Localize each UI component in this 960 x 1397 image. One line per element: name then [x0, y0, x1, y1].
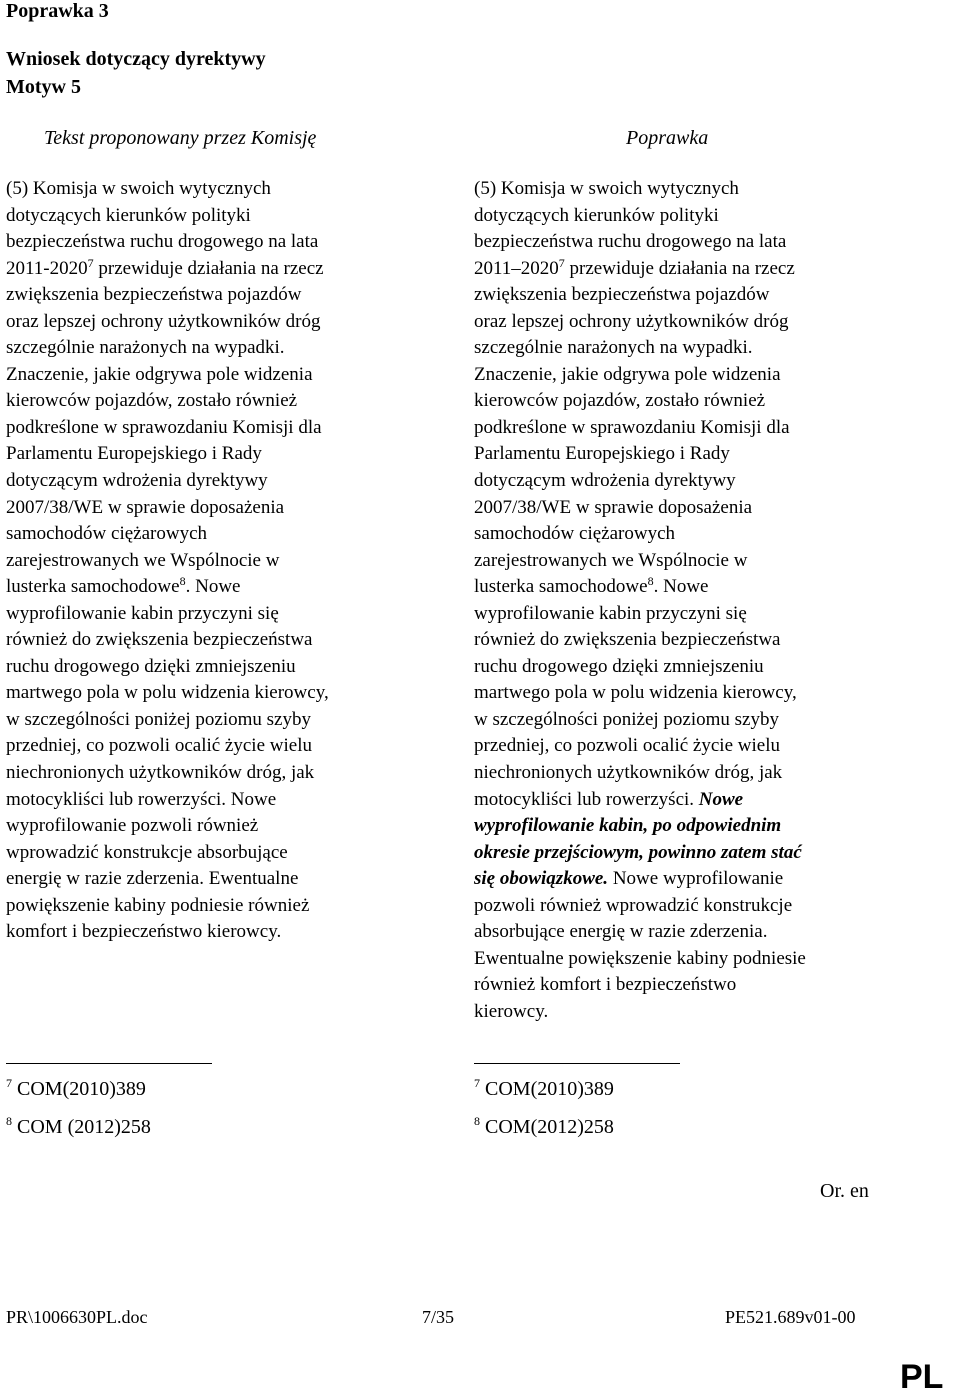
- amendment-text: [474, 176, 914, 1026]
- footnote-number: 8: [6, 1114, 12, 1128]
- amended-text: okresie przejściowym, powinno zatem stać: [474, 841, 802, 863]
- text-line: 2011-2020$^7$ przewiduje działania na rzecz: [6, 255, 324, 279]
- footnote-separator-right: [474, 1063, 680, 1064]
- text-line: zarejestrowanych we Wspólnocie w: [6, 549, 280, 571]
- right-footnote: [474, 1077, 614, 1101]
- left-footnote: [6, 1077, 146, 1101]
- footer-pe-reference: PE521.689v01-00: [725, 1307, 856, 1327]
- text-line: kierowców pojazdów, zostało również: [474, 390, 766, 412]
- amended-text: Nowe: [698, 788, 744, 810]
- text-line: zwiększenia bezpieczeństwa pojazdów: [6, 284, 302, 306]
- footnote-reference: 8: [647, 574, 654, 589]
- footnote-number: 7: [6, 1076, 12, 1090]
- text-line: niechronionych użytkowników dróg, jak: [6, 762, 315, 784]
- text-line: (5) Komisja w swoich wytycznych: [6, 178, 271, 199]
- footnote-separator-left: [6, 1063, 212, 1064]
- text-line: motocykliści lub rowerzyści. Nowe: [6, 788, 277, 810]
- text-line: wyprofilowanie kabin przyczyni się: [474, 602, 747, 624]
- recital-number: Motyw 5: [6, 76, 81, 98]
- right-column-heading: Poprawka: [626, 127, 709, 149]
- footnote-reference: 8: [179, 574, 186, 589]
- left-footnote: [6, 1115, 151, 1139]
- amended-text: wyprofilowanie kabin, po odpowiednim: [474, 815, 782, 837]
- text-line: dotyczącym wdrożenia dyrektywy: [6, 470, 268, 492]
- text-line: również do zwiększenia bezpieczeństwa: [474, 629, 781, 651]
- text-line: komfort i bezpieczeństwo kierowcy.: [6, 921, 282, 943]
- text-line: dotyczących kierunków polityki: [6, 204, 251, 226]
- text-line: wyprofilowanie pozwoli również: [6, 815, 259, 837]
- text-line: kierowcy.: [474, 1000, 549, 1022]
- text-line: Znaczenie, jakie odgrywa pole widzenia: [6, 363, 313, 385]
- text-line: podkreślone w sprawozdaniu Komisji dla: [6, 416, 322, 438]
- right-footnote: [474, 1115, 614, 1139]
- footnote-reference: 7: [558, 255, 565, 270]
- footnote-text: COM(2010)389: [17, 1078, 146, 1100]
- left-column-heading: Tekst proponowany przez Komisję: [44, 127, 317, 149]
- text-line: dotyczącym wdrożenia dyrektywy: [474, 470, 736, 492]
- text-line: 2011–2020$^7$ przewiduje działania na rzecz: [474, 255, 795, 279]
- footer-page-number: 7/35: [422, 1307, 455, 1327]
- text-line: ruchu drogowego dzięki zmniejszeniu: [474, 655, 764, 677]
- footnote-reference: 7: [87, 255, 94, 270]
- amended-text: się obowiązkowe.: [474, 868, 609, 890]
- text-line: zarejestrowanych we Wspólnocie w: [474, 549, 748, 571]
- footnote-number: 8: [474, 1114, 480, 1128]
- footnote-text: COM(2010)389: [485, 1078, 614, 1100]
- footnote-text: COM (2012)258: [17, 1116, 151, 1138]
- text-line: 2007/38/WE w sprawie doposażenia: [6, 496, 285, 518]
- text-line: zwiększenia bezpieczeństwa pojazdów: [474, 284, 770, 306]
- text-line: Znaczenie, jakie odgrywa pole widzenia: [474, 363, 781, 385]
- text-line: również do zwiększenia bezpieczeństwa: [6, 629, 313, 651]
- text-line: kierowców pojazdów, zostało również: [6, 390, 298, 412]
- text-line: również komfort i bezpieczeństwo: [474, 974, 737, 996]
- text-line: podkreślone w sprawozdaniu Komisji dla: [474, 416, 790, 438]
- text-line: wprowadzić konstrukcje absorbujące: [6, 841, 288, 863]
- text-line: powiększenie kabiny podniesie również: [6, 894, 310, 916]
- text-line: w szczególności poniżej poziomu szyby: [6, 708, 311, 730]
- text-line: wyprofilowanie kabin przyczyni się: [6, 602, 279, 624]
- text-line: się obowiązkowe. Nowe wyprofilowanie: [474, 868, 784, 890]
- text-line: szczególnie narażonych na wypadki.: [6, 337, 285, 359]
- language-code: PL: [900, 1358, 944, 1396]
- text-line: pozwoli również wprowadzić konstrukcje: [474, 894, 793, 916]
- footnote-text: COM(2012)258: [485, 1116, 614, 1138]
- text-line: Parlamentu Europejskiego i Rady: [6, 443, 262, 465]
- proposal-type: Wniosek dotyczący dyrektywy: [6, 48, 266, 70]
- text-line: oraz lepszej ochrony użytkowników dróg: [474, 310, 789, 332]
- text-line: przedniej, co pozwoli ocalić życie wielu: [474, 735, 780, 757]
- commission-text: [6, 176, 436, 946]
- text-line: [474, 813, 914, 840]
- text-line: szczególnie narażonych na wypadki.: [474, 337, 753, 359]
- text-line: lusterka samochodowe$^8$. Nowe: [474, 574, 709, 598]
- amendment-number: Poprawka 3: [6, 0, 109, 22]
- text-line: w szczególności poniżej poziomu szyby: [474, 708, 779, 730]
- text-line: Ewentualne powiększenie kabiny podniesie: [474, 947, 806, 969]
- footnote-number: 7: [474, 1076, 480, 1090]
- text-line: samochodów ciężarowych: [474, 523, 676, 545]
- text-line: przedniej, co pozwoli ocalić życie wielu: [6, 735, 312, 757]
- text-line: dotyczących kierunków polityki: [474, 204, 719, 226]
- text-line: lusterka samochodowe$^8$. Nowe: [6, 574, 241, 598]
- text-line: 2007/38/WE w sprawie doposażenia: [474, 496, 753, 518]
- text-line: bezpieczeństwa ruchu drogowego na lata: [6, 231, 319, 253]
- footer-document-reference: PR\1006630PL.doc: [6, 1307, 148, 1327]
- text-line: bezpieczeństwa ruchu drogowego na lata: [474, 231, 787, 253]
- text-line: oraz lepszej ochrony użytkowników dróg: [6, 310, 321, 332]
- text-line: martwego pola w polu widzenia kierowcy,: [474, 682, 797, 704]
- text-line: niechronionych użytkowników dróg, jak: [474, 762, 783, 784]
- text-line: energię w razie zderzenia. Ewentualne: [6, 868, 299, 890]
- text-line: absorbujące energię w razie zderzenia.: [474, 921, 768, 943]
- text-line: martwego pola w polu widzenia kierowcy,: [6, 682, 329, 704]
- text-line: motocykliści lub rowerzyści. Nowe: [474, 788, 744, 810]
- original-language: Or. en: [820, 1180, 869, 1202]
- text-line: Parlamentu Europejskiego i Rady: [474, 443, 730, 465]
- text-line: [474, 840, 914, 867]
- text-line: ruchu drogowego dzięki zmniejszeniu: [6, 655, 296, 677]
- text-line: (5) Komisja w swoich wytycznych: [474, 178, 739, 199]
- text-line: samochodów ciężarowych: [6, 523, 208, 545]
